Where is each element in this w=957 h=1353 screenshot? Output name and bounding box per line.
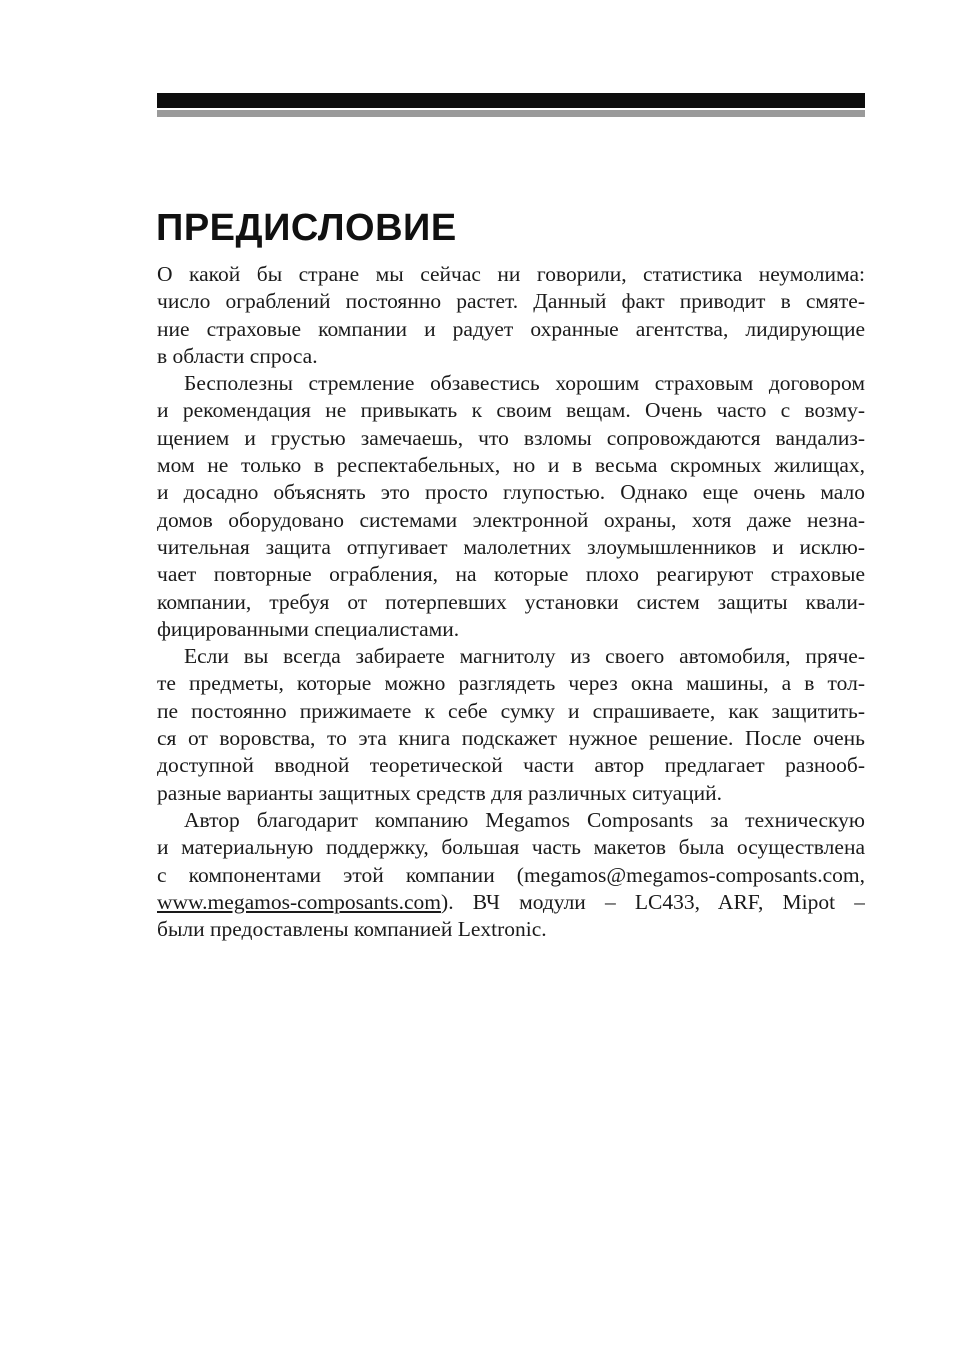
text-line: Автор благодарит компанию Megamos Composants за техническую (184, 807, 865, 832)
text-line: число ограблений постоянно растет. Данный факт приводит в смяте- (157, 289, 865, 314)
text-line: домов оборудовано системами электронной охраны, хотя даже незна- (157, 507, 865, 532)
text-line: те предметы, которые можно разглядеть через окна машины, а в тол- (157, 671, 865, 696)
text-line: чительная защита отпугивает малолетних злоумышленников и исклю- (157, 534, 865, 559)
text-line: с компонентами этой компании (megamos@megamos-composants.com, (157, 862, 865, 887)
text-line: пе постоянно прижимаете к себе сумку и спрашиваете, как защитить- (157, 698, 865, 723)
text-line: были предоставлены компанией Lextronic. (157, 917, 547, 942)
page-title: ПРЕДИСЛОВИЕ (156, 207, 457, 249)
paragraph-3 (157, 643, 865, 807)
text-line: фицированными специалистами. (157, 616, 460, 641)
paragraph-2 (157, 370, 865, 643)
text-line: разные варианты защитных средств для различных ситуаций. (157, 780, 723, 805)
paragraph-1 (157, 261, 865, 370)
text-line: ся от воровства, то эта книга подскажет нужное решение. После очень (157, 726, 865, 751)
text-line: мом не только в респектабельных, но и в весьма скромных жилищах, (157, 453, 865, 478)
text-line: чает повторные ограбления, на которые плохо реагируют страховые (157, 562, 865, 587)
website-link[interactable]: www.megamos-composants.com (157, 889, 442, 914)
text-line: доступной вводной теоретической части автор предлагает разнооб- (157, 753, 865, 778)
text-line: ние страховые компании и радует охранные агентства, лидирующие (157, 316, 865, 341)
text-line: Если вы всегда забираете магнитолу из своего автомобиля, пряче- (184, 644, 865, 669)
text-line-with-link (157, 889, 865, 916)
text-line: Бесполезны стремление обзавестись хорошим страховым договором (184, 371, 865, 396)
text-line: и материальную поддержку, большая часть макетов была осуществлена (157, 835, 865, 860)
body-text (157, 261, 865, 943)
text-line: О какой бы стране мы сейчас ни говорили, статистика неумолима: (157, 262, 865, 286)
header-rule-thin (157, 110, 865, 117)
header-rule-thick (157, 93, 865, 108)
text-line: компании, требуя от потерпевших установки систем защиты квали- (157, 589, 865, 614)
text-line: и рекомендация не привыкать к своим вещам. Очень часто с возму- (157, 398, 865, 423)
text-line: в области спроса. (157, 343, 318, 368)
text-line: и досадно объяснять это просто глупостью. Однако еще очень мало (157, 480, 865, 505)
text-line: щением и грустью замечаешь, что взломы сопровождаются вандализ- (157, 425, 865, 450)
paragraph-4 (157, 807, 865, 943)
text-after-link: ). ВЧ модули – LC433, ARF, Mipot – (441, 889, 865, 914)
